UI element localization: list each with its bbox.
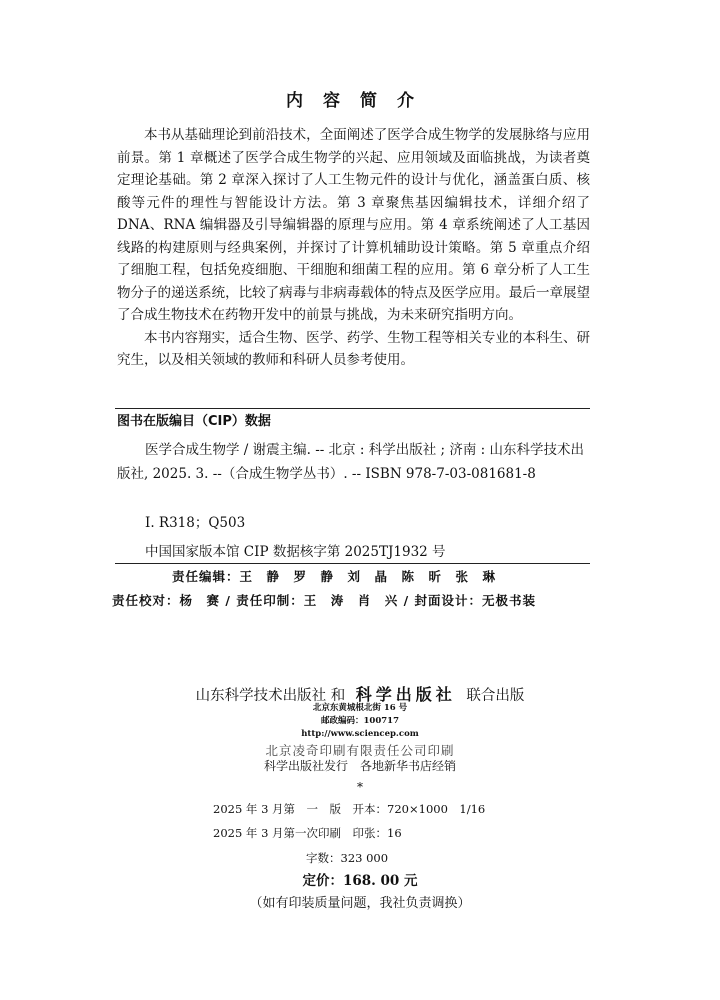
proofreading-line: 责任校对：杨 赛 / 责任印制：王 涛 肖 兴 / 封面设计：无极书装 <box>112 593 537 608</box>
cip-classification: Ⅰ. R318；Q503 <box>145 515 246 531</box>
joint-publish: 联合出版 <box>466 688 525 704</box>
cip-verification-number: 中国国家版本馆 CIP 数据核字第 2025TJ1932 号 <box>145 544 446 560</box>
intro-section <box>117 124 590 372</box>
distribution: 科学出版社发行 各地新华书店经销 <box>263 759 456 773</box>
quality-notice: （如有印装质量问题，我社负责调换） <box>249 896 471 911</box>
cip-top-rule <box>115 408 590 409</box>
science-press-logo: 科学出版社 <box>355 685 456 704</box>
and-word: 和 <box>330 688 346 704</box>
editors-line: 责任编辑：王 静 罗 静 刘 晶 陈 昕 张 琳 <box>172 569 497 584</box>
postcode: 邮政编码：100717 <box>321 716 399 726</box>
publisher-url: http://www.sciencep.com <box>301 729 419 739</box>
word-count: 字数：323 000 <box>306 851 389 865</box>
page-title: 内容简介 <box>286 91 434 111</box>
separator-star: * <box>357 780 363 794</box>
cip-bottom-rule <box>115 563 590 564</box>
co-publisher: 山东科学技术出版社 <box>195 688 327 704</box>
printing-line: 2025 年 3 月第一次印刷 印张：16 <box>213 826 402 840</box>
publisher-address: 北京东黄城根北街 16 号 <box>312 703 408 713</box>
printer: 北京凌奇印刷有限责任公司印刷 <box>265 743 455 758</box>
cip-record: 医学合成生物学 / 谢震主编. -- 北京 : 科学出版社 ; 济南 : 山东科学技术出版社, 2025. 3. --（合成生物学丛书）. -- ISBN 978-7-03-081681-8 <box>117 442 585 482</box>
intro-paragraph: 本书从基础理论到前沿技术，全面阐述了医学合成生物学的发展脉络与应用前景。第 1 章概述了医学合成生物学的兴起、应用领域及面临挑战，为读者奠定理论基础。第 2 章深入探讨了人工生物元件的设计与优化，涵盖蛋白质、核酸等元件的理性与智能设计方法。第 3 章聚焦基因编辑技术，详细介绍了 DNA、RNA 编辑器及引导编辑器的原理与应用。第 4 章系统阐述了人工基因线路的构建原则与经典案例，并探讨了计算机辅助设计策略。第 5 章重点介绍了细胞工程，包括免疫细胞、干细胞和细菌工程的应用。第 6 章分析了人工生物分子的递送系统，比较了病毒与非病毒载体的特点及医学应用。最后一章展望了合成生物技术在药物开发中的前景与挑战，为未来研究指明方向。 <box>117 127 590 323</box>
edition-line: 2025 年 3 月第 一 版 开本：720×1000 1/16 <box>213 802 486 816</box>
price: 定价：168. 00 元 <box>302 873 418 889</box>
intro-paragraph: 本书内容翔实，适合生物、医学、药学、生物工程等相关专业的本科生、研究生，以及相关领域的教师和科研人员参考使用。 <box>117 329 590 368</box>
cip-title: 图书在版编目（CIP）数据 <box>117 414 271 429</box>
